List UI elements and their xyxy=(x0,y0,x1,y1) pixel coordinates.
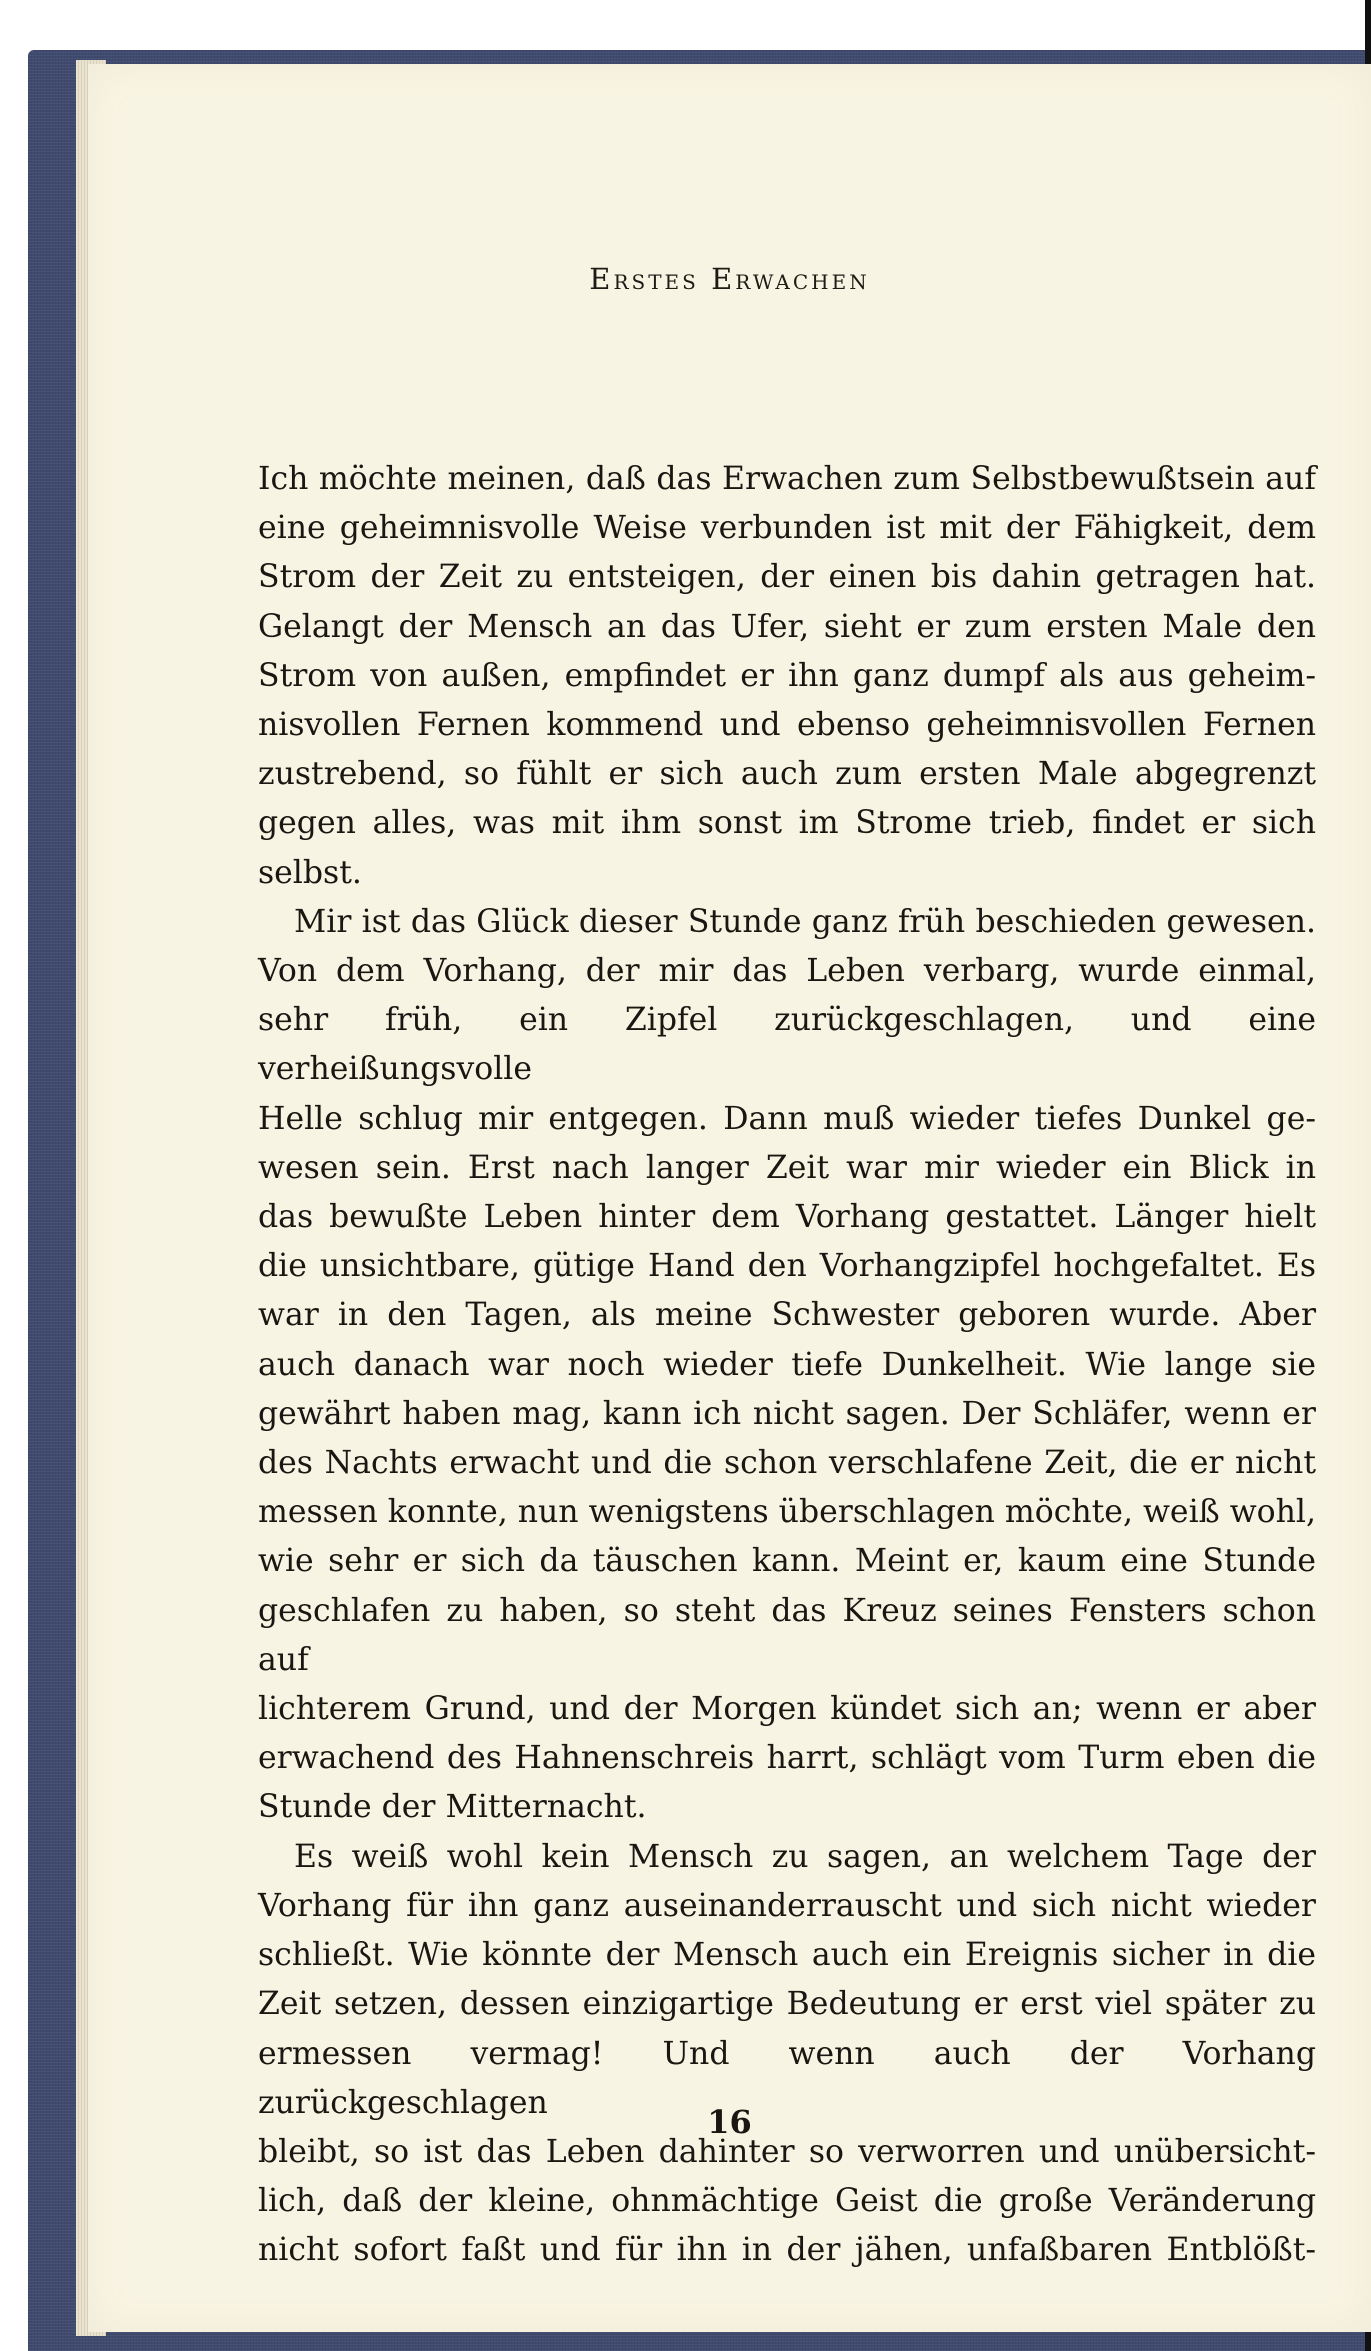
text-line: Stunde der Mitternacht. xyxy=(258,1789,647,1826)
text-line: nicht sofort faßt und für ihn in der jähen, unfaßbaren Entblößt- xyxy=(258,2232,1316,2269)
text-line: Helle schlug mir entgegen. Dann muß wieder tiefes Dunkel ge- xyxy=(258,1100,1316,1137)
text-line: Mir ist das Glück dieser Stunde ganz früh beschieden gewesen. xyxy=(294,903,1316,940)
body-text xyxy=(258,455,1316,2276)
text-line: nisvollen Fernen kommend und ebenso geheimnisvollen Fernen xyxy=(258,707,1316,744)
text-line: Strom der Zeit zu entsteigen, der einen bis dahin getragen hat. xyxy=(258,559,1316,596)
text-line: Vorhang für ihn ganz auseinanderrauscht und sich nicht wieder xyxy=(258,1887,1316,1924)
text-line: bleibt, so ist das Leben dahinter so verworren und unübersicht- xyxy=(258,2133,1316,2170)
text-line: schließt. Wie könnte der Mensch auch ein Ereignis sicher in die xyxy=(258,1937,1316,1974)
text-line: erwachend des Hahnenschreis harrt, schlägt vom Turm eben die xyxy=(258,1740,1316,1777)
text-line: zustrebend, so fühlt er sich auch zum ersten Male abgegrenzt xyxy=(258,756,1316,793)
text-line: sehr früh, ein Zipfel zurückgeschlagen, und eine verheißungsvolle xyxy=(258,1002,1316,1088)
text-line: Es weiß wohl kein Mensch zu sagen, an welchem Tage der xyxy=(294,1838,1316,1875)
text-line: Zeit setzen, dessen einzigartige Bedeutung er erst viel später zu xyxy=(258,1986,1316,2023)
text-line: lichterem Grund, und der Morgen kündet sich an; wenn er aber xyxy=(258,1691,1316,1728)
text-line: eine geheimnisvolle Weise verbunden ist mit der Fähigkeit, dem xyxy=(258,510,1316,547)
text-line: des Nachts erwacht und die schon verschlafene Zeit, die er nicht xyxy=(258,1445,1316,1482)
running-head: Erstes Erwachen xyxy=(589,262,870,296)
text-line: gegen alles, was mit ihm sonst im Strome trieb, findet er sich selbst. xyxy=(258,805,1316,891)
text-line: Ich möchte meinen, daß das Erwachen zum Selbstbewußtsein auf xyxy=(258,461,1316,497)
text-line: lich, daß der kleine, ohnmächtige Geist die große Veränderung xyxy=(258,2183,1316,2220)
text-line: gewährt haben mag, kann ich nicht sagen. Der Schläfer, wenn er xyxy=(258,1395,1316,1432)
text-line: ermessen vermag! Und wenn auch der Vorhang zurückgeschlagen xyxy=(258,2035,1316,2121)
text-line: Gelangt der Mensch an das Ufer, sieht er zum ersten Male den xyxy=(258,608,1316,645)
text-line: messen konnte, nun wenigstens überschlagen möchte, weiß wohl, xyxy=(258,1494,1317,1531)
text-line: Von dem Vorhang, der mir das Leben verbarg, wurde einmal, xyxy=(258,953,1316,990)
text-line: geschlafen zu haben, so steht das Kreuz seines Fensters schon auf xyxy=(258,1592,1316,1678)
page-number: 16 xyxy=(707,2103,752,2141)
text-line: wie sehr er sich da täuschen kann. Meint er, kaum eine Stunde xyxy=(258,1543,1316,1580)
text-line: war in den Tagen, als meine Schwester geboren wurde. Aber xyxy=(258,1297,1316,1334)
text-line: das bewußte Leben hinter dem Vorhang gestattet. Länger hielt xyxy=(258,1199,1316,1236)
text-line: wesen sein. Erst nach langer Zeit war mir wieder ein Blick in xyxy=(258,1149,1316,1186)
text-line: auch danach war noch wieder tiefe Dunkelheit. Wie lange sie xyxy=(258,1346,1316,1383)
text-line: die unsichtbare, gütige Hand den Vorhangzipfel hochgefaltet. Es xyxy=(258,1248,1316,1285)
text-line: Strom von außen, empfindet er ihn ganz dumpf als aus geheim- xyxy=(258,657,1316,694)
